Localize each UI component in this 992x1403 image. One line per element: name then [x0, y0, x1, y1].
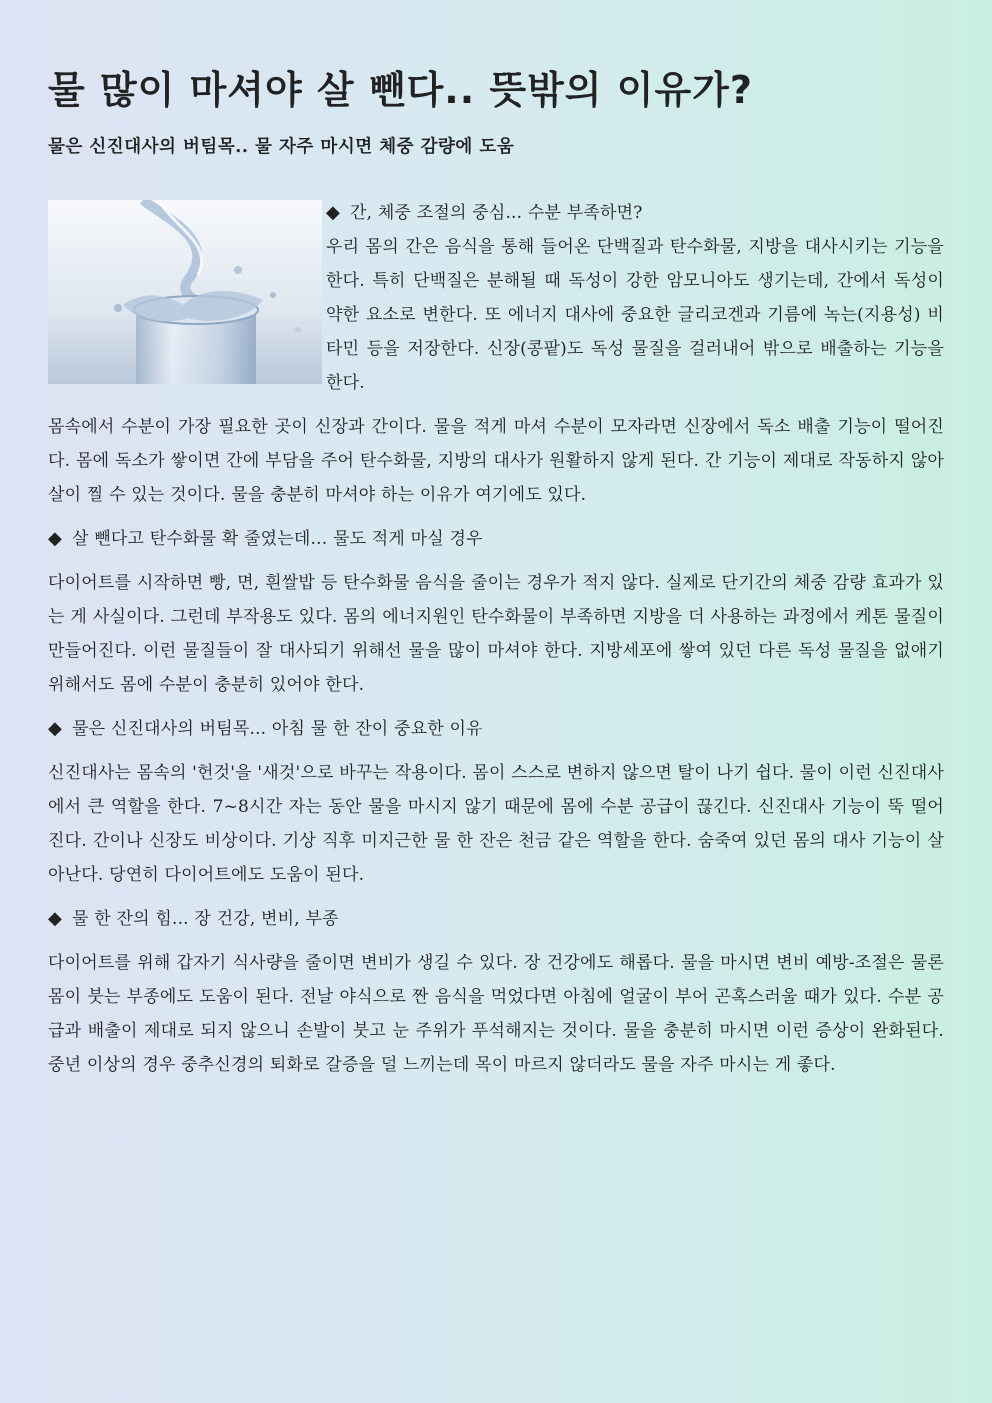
section-paragraph: 다이어트를 위해 갑자기 식사량을 줄이면 변비가 생길 수 있다. 장 건강에도 해롭다. 물을 마시면 변비 예방-조절은 물론 몸이 붓는 부종에도 도움이 된다. 전날 야식으로 짠 음식을 먹었다면 아침에 얼굴이 부어 곤혹스러울 때가 있다. 수분 공급과 배출이 제대로 되지 않으니 손발이 붓고 눈 주위가 푸석해지는 것이다. 물을 충분히 마시면 이런 증상이 완화된다. 중년 이상의 경우 중추신경의 퇴화로 갈증을 덜 느끼는데 목이 마르지 않더라도 물을 자주 마시는 게 좋다. [48, 953, 944, 1075]
section-heading-3 [48, 712, 944, 746]
section-heading-4 [48, 902, 944, 936]
section-heading-text: 간, 체중 조절의 중심... 수분 부족하면? [350, 203, 643, 223]
article-subtitle: 물은 신진대사의 버팀목.. 물 자주 마시면 체중 감량에 도움 [48, 137, 515, 157]
article-body [48, 196, 944, 1082]
section-heading-text: 물은 신진대사의 버팀목... 아침 물 한 잔이 중요한 이유 [72, 719, 483, 739]
section-paragraph: 다이어트를 시작하면 빵, 면, 흰쌀밥 등 탄수화물 음식을 줄이는 경우가 적지 않다. 실제로 단기간의 체중 감량 효과가 있는 게 사실이다. 그런데 부작용도 있다. 몸의 에너지원인 탄수화물이 부족하면 지방을 더 사용하는 과정에서 케톤 물질이 만들어진다. 이런 물질들이 잘 대사되기 위해선 물을 많이 마셔야 한다. 지방세포에 쌓여 있던 다른 독성 물질을 없애기 위해서도 몸에 수분이 충분히 있어야 한다. [48, 573, 944, 695]
diamond-bullet-icon: ◆ [48, 528, 63, 549]
section-heading-2 [48, 522, 944, 556]
water-glass-photo [48, 200, 322, 384]
section-paragraph: 몸속에서 수분이 가장 필요한 곳이 신장과 간이다. 물을 적게 마셔 수분이 모자라면 신장에서 독소 배출 기능이 떨어진다. 몸에 독소가 쌓이면 간에 부담을 주어 탄수화물, 지방의 대사가 원활하지 않게 된다. 간 기능이 제대로 작동하지 않아 살이 찔 수 있는 것이다. 물을 충분히 마셔야 하는 이유가 여기에도 있다. [48, 417, 944, 505]
section-heading-1 [326, 196, 944, 230]
section-heading-text: 살 뺀다고 탄수화물 확 줄였는데... 물도 적게 마실 경우 [72, 529, 483, 549]
section-paragraph: 신진대사는 몸속의 '헌것'을 '새것'으로 바꾸는 작용이다. 몸이 스스로 변하지 않으면 탈이 나기 쉽다. 물이 이런 신진대사에서 큰 역할을 한다. 7~8시간 자는 동안 물을 마시지 않기 때문에 몸에 수분 공급이 끊긴다. 신진대사 기능이 뚝 떨어진다. 간이나 신장도 비상이다. 기상 직후 미지근한 물 한 잔은 천금 같은 역할을 한다. 숨죽여 있던 몸의 대사 기능이 살아난다. 당연히 다이어트에도 도움이 된다. [48, 763, 944, 885]
diamond-bullet-icon: ◆ [48, 718, 63, 739]
section-heading-text: 물 한 잔의 힘... 장 건강, 변비, 부종 [72, 909, 339, 929]
article-title: 물 많이 마셔야 살 뺀다.. 뜻밖의 이유가? [48, 68, 753, 112]
diamond-bullet-icon: ◆ [326, 202, 341, 223]
section-paragraph: 우리 몸의 간은 음식을 통해 들어온 단백질과 탄수화물, 지방을 대사시키는 기능을 한다. 특히 단백질은 분해될 때 독성이 강한 암모니아도 생기는데, 간에서 독성이 약한 요소로 변한다. 또 에너지 대사에 중요한 글리코겐과 기름에 녹는(지용성) 비타민 등을 저장한다. 신장(콩팥)도 독성 물질을 걸러내어 밖으로 배출하는 기능을 한다. [326, 237, 944, 393]
diamond-bullet-icon: ◆ [48, 908, 63, 929]
